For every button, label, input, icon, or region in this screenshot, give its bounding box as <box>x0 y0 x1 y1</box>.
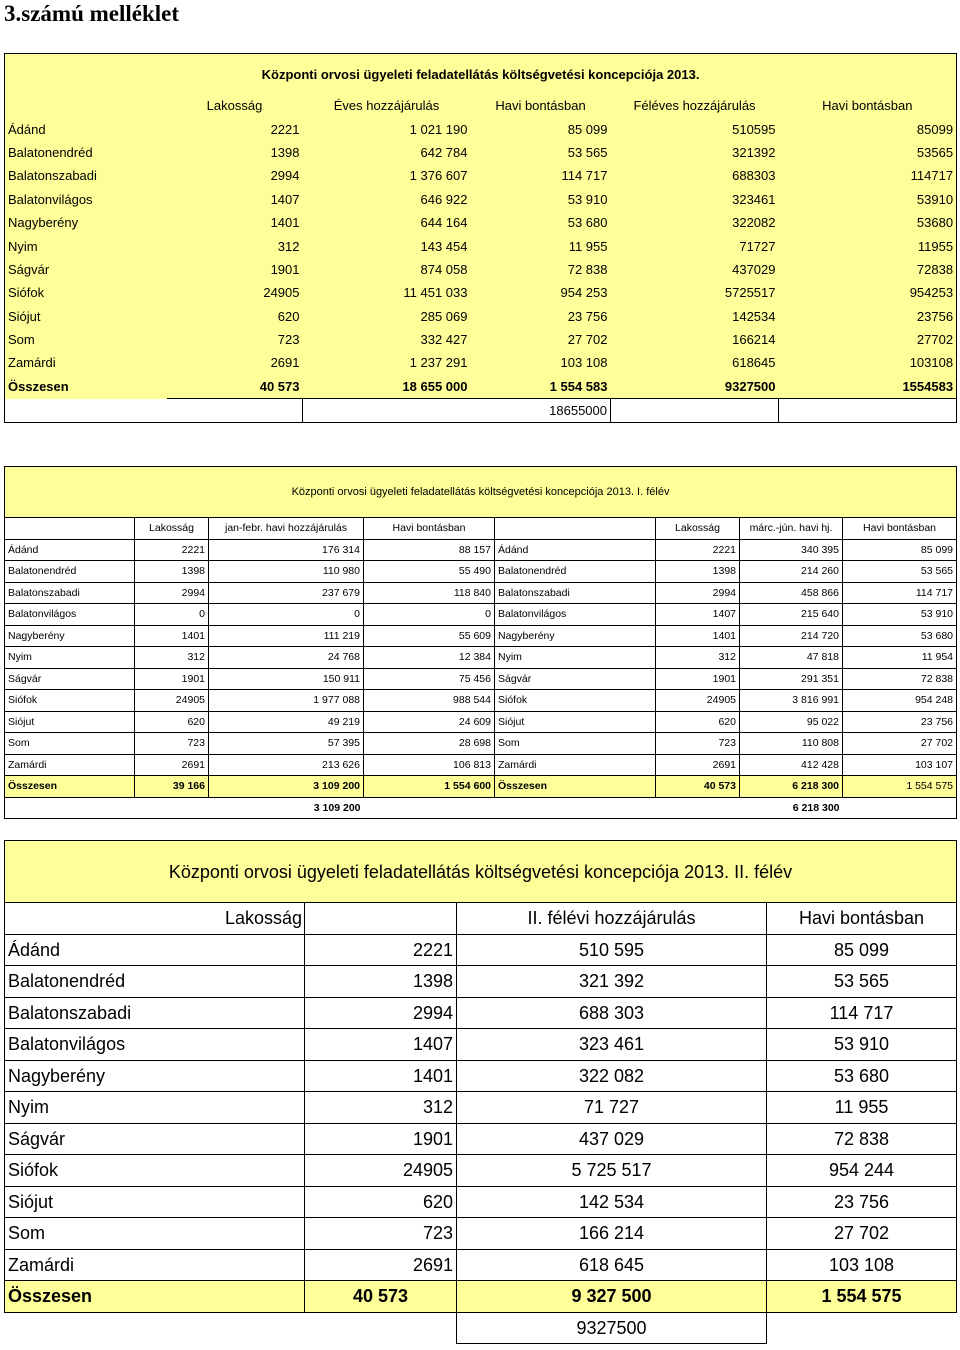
population-cell-2: 24905 <box>656 690 740 712</box>
semiannual-contribution-cell: 5725517 <box>724 285 776 301</box>
semiannual-contribution-cell: 321392 <box>732 144 776 160</box>
total-hozzajarulas: 9 327 500 <box>457 1281 767 1313</box>
header-row <box>5 518 957 540</box>
monthly-cell: 27 702 <box>767 1218 957 1250</box>
footer-hozzajarulas: 9327500 <box>457 1312 767 1344</box>
population-cell-2: 2994 <box>656 582 740 604</box>
col-header-janfeb: jan-febr. havi hozzájárulás <box>209 518 364 540</box>
population-cell: 312 <box>277 238 300 254</box>
monthly-cell-2: 53910 <box>916 191 954 207</box>
table-row <box>5 258 957 281</box>
table-title-row <box>5 467 957 518</box>
table-row <box>5 234 957 257</box>
municipality-name-2: Siójut <box>495 711 656 733</box>
municipality-name: Nagyberény <box>8 215 79 231</box>
footer-row <box>5 399 957 423</box>
municipality-name: Balatonszabadi <box>5 582 135 604</box>
table-row <box>5 281 957 304</box>
municipality-name-2: Som <box>495 733 656 755</box>
table-row <box>5 539 957 561</box>
monthly-cell-2: 11 954 <box>843 647 957 669</box>
monthly-cell: 118 840 <box>364 582 495 604</box>
population-cell: 723 <box>135 733 209 755</box>
col-header-lakossag2: Lakosság <box>656 518 740 540</box>
population-cell: 24905 <box>263 285 300 301</box>
monthly-cell: 106 813 <box>364 754 495 776</box>
total-havi2: 1554583 <box>902 378 954 394</box>
mar-jun-contribution-cell: 214 260 <box>740 561 843 583</box>
col-header-havi: Havi bontásban <box>767 903 957 935</box>
annual-contribution-cell: 644 164 <box>420 215 468 231</box>
jan-feb-contribution-cell: 57 395 <box>209 733 364 755</box>
monthly-cell-2: 72838 <box>916 261 954 277</box>
monthly-cell-2: 114717 <box>910 168 954 184</box>
total-row <box>5 1281 957 1313</box>
table-row <box>5 1123 957 1155</box>
monthly-cell-2: 53 910 <box>843 604 957 626</box>
annual-contribution-cell: 874 058 <box>420 261 468 277</box>
second-half-contribution-cell: 166 214 <box>457 1218 767 1250</box>
population-cell: 2221 <box>270 121 300 137</box>
mar-jun-contribution-cell: 95 022 <box>740 711 843 733</box>
monthly-cell: 114 717 <box>767 997 957 1029</box>
total-eves: 18 655 000 <box>402 378 468 394</box>
monthly-cell-2: 103 107 <box>843 754 957 776</box>
semiannual-contribution-cell: 618645 <box>732 355 776 371</box>
municipality-name: Balatonendréd <box>5 561 135 583</box>
mar-jun-contribution-cell: 291 351 <box>740 668 843 690</box>
footer-janfeb: 3 109 200 <box>209 797 364 819</box>
municipality-name: Zamárdi <box>5 1249 305 1281</box>
total-lakossag: 40 573 <box>259 378 300 394</box>
jan-feb-contribution-cell: 0 <box>209 604 364 626</box>
table-row <box>5 668 957 690</box>
monthly-cell: 12 384 <box>364 647 495 669</box>
municipality-name-2: Ádánd <box>495 539 656 561</box>
monthly-cell-2: 11955 <box>917 238 954 254</box>
population-cell: 620 <box>277 308 300 324</box>
population-cell: 1901 <box>270 261 300 277</box>
population-cell: 2691 <box>305 1249 457 1281</box>
col-header-lakossag: Lakosság <box>135 518 209 540</box>
jan-feb-contribution-cell: 237 679 <box>209 582 364 604</box>
second-half-contribution-cell: 618 645 <box>457 1249 767 1281</box>
jan-feb-contribution-cell: 24 768 <box>209 647 364 669</box>
population-cell: 0 <box>135 604 209 626</box>
monthly-cell-2: 954 248 <box>843 690 957 712</box>
monthly-cell: 103 108 <box>767 1249 957 1281</box>
table-row <box>5 754 957 776</box>
table-row <box>5 328 957 351</box>
total-feleves: 9327500 <box>724 378 776 394</box>
population-cell: 1401 <box>270 215 300 231</box>
municipality-name: Som <box>5 733 135 755</box>
col-header-marcjun: márc.-jún. havi hj. <box>740 518 843 540</box>
municipality-name-2: Ságvár <box>495 668 656 690</box>
table-row <box>5 582 957 604</box>
total-havi: 1 554 600 <box>364 776 495 798</box>
table-row <box>5 188 957 211</box>
footer-marcjun: 6 218 300 <box>740 797 843 819</box>
municipality-name: Balatonszabadi <box>5 997 305 1029</box>
total-marcjun: 6 218 300 <box>740 776 843 798</box>
monthly-cell-2: 954253 <box>909 285 954 301</box>
semiannual-contribution-cell: 322082 <box>732 215 776 231</box>
table-row <box>5 690 957 712</box>
total-row <box>5 375 957 399</box>
monthly-cell-2: 53 565 <box>843 561 957 583</box>
monthly-cell: 23 756 <box>767 1186 957 1218</box>
monthly-cell: 954 253 <box>560 285 608 301</box>
municipality-name: Som <box>8 332 35 348</box>
population-cell-2: 1407 <box>656 604 740 626</box>
municipality-name: Nagyberény <box>5 625 135 647</box>
total-havi: 1 554 575 <box>767 1281 957 1313</box>
table-title-row <box>5 841 957 903</box>
second-half-contribution-cell: 142 534 <box>457 1186 767 1218</box>
total-row <box>5 776 957 798</box>
monthly-cell: 23 756 <box>567 308 608 324</box>
monthly-cell: 88 157 <box>364 539 495 561</box>
table-row <box>5 164 957 187</box>
annual-contribution-cell: 642 784 <box>420 144 468 160</box>
col-header-lakossag: Lakosság <box>5 903 305 935</box>
municipality-name: Balatonszabadi <box>8 168 97 184</box>
col-header-feleves: Féléves hozzájárulás <box>633 98 756 114</box>
population-cell-2: 1398 <box>656 561 740 583</box>
semiannual-contribution-cell: 323461 <box>732 191 776 207</box>
mar-jun-contribution-cell: 110 808 <box>740 733 843 755</box>
second-half-contribution-cell: 437 029 <box>457 1123 767 1155</box>
population-cell: 24905 <box>305 1155 457 1187</box>
municipality-name: Ádánd <box>5 934 305 966</box>
population-cell: 312 <box>135 647 209 669</box>
monthly-cell: 988 544 <box>364 690 495 712</box>
total-janfeb: 3 109 200 <box>209 776 364 798</box>
municipality-name: Som <box>5 1218 305 1250</box>
population-cell: 1401 <box>305 1060 457 1092</box>
municipality-name: Zamárdi <box>5 754 135 776</box>
municipality-name: Siófok <box>8 285 45 301</box>
table-title: Központi orvosi ügyeleti feladatellátás költségvetési koncepciója 2013. I. félév <box>5 467 957 518</box>
table-row <box>5 934 957 966</box>
monthly-cell-2: 53 680 <box>843 625 957 647</box>
municipality-name: Nagyberény <box>5 1060 305 1092</box>
second-half-contribution-cell: 323 461 <box>457 1029 767 1061</box>
monthly-cell-2: 85 099 <box>843 539 957 561</box>
second-half-contribution-cell: 71 727 <box>457 1092 767 1124</box>
total-label: Összesen <box>5 1281 305 1313</box>
table-row <box>5 647 957 669</box>
population-cell: 1901 <box>135 668 209 690</box>
monthly-cell: 72 838 <box>567 261 608 277</box>
col-header-havi2: Havi bontásban <box>843 518 957 540</box>
population-cell-2: 2221 <box>656 539 740 561</box>
municipality-name: Balatonvilágos <box>8 191 93 207</box>
annual-contribution-cell: 11 451 033 <box>403 285 468 301</box>
table-row <box>5 1029 957 1061</box>
annual-contribution-cell: 1 237 291 <box>409 355 468 371</box>
semiannual-contribution-cell: 166214 <box>732 332 776 348</box>
monthly-cell: 53 910 <box>767 1029 957 1061</box>
monthly-cell: 11 955 <box>568 238 608 254</box>
semiannual-contribution-cell: 688303 <box>732 168 776 184</box>
mar-jun-contribution-cell: 340 395 <box>740 539 843 561</box>
monthly-cell: 55 490 <box>364 561 495 583</box>
total-lakossag: 39 166 <box>135 776 209 798</box>
second-half-table <box>4 840 957 1344</box>
total-label: Összesen <box>8 379 69 395</box>
population-cell: 723 <box>305 1218 457 1250</box>
table-row <box>5 351 957 374</box>
footer-eves: 18655000 <box>471 399 611 423</box>
municipality-name: Siójut <box>5 1186 305 1218</box>
municipality-name: Nyim <box>8 238 38 254</box>
municipality-name: Ádánd <box>5 539 135 561</box>
population-cell: 1401 <box>135 625 209 647</box>
monthly-cell-2: 27 702 <box>843 733 957 755</box>
annual-contribution-cell: 332 427 <box>420 332 468 348</box>
second-half-contribution-cell: 5 725 517 <box>457 1155 767 1187</box>
table-row <box>5 561 957 583</box>
monthly-cell: 53 565 <box>567 144 608 160</box>
table-row <box>5 1186 957 1218</box>
total-label2: Összesen <box>495 776 656 798</box>
municipality-name-2: Nagyberény <box>495 625 656 647</box>
population-cell: 312 <box>305 1092 457 1124</box>
footer-row <box>5 1312 957 1344</box>
total-lakossag: 40 573 <box>305 1281 457 1313</box>
second-half-contribution-cell: 321 392 <box>457 966 767 998</box>
table-row <box>5 733 957 755</box>
municipality-name-2: Balatonszabadi <box>495 582 656 604</box>
mar-jun-contribution-cell: 214 720 <box>740 625 843 647</box>
table-row <box>5 141 957 164</box>
municipality-name: Balatonendréd <box>8 144 93 160</box>
population-cell: 723 <box>277 332 300 348</box>
monthly-cell: 75 456 <box>364 668 495 690</box>
municipality-name-2: Balatonendréd <box>495 561 656 583</box>
monthly-cell: 27 702 <box>567 332 608 348</box>
monthly-cell: 53 910 <box>567 191 608 207</box>
table-row <box>5 625 957 647</box>
population-cell-2: 723 <box>656 733 740 755</box>
population-cell: 2221 <box>305 934 457 966</box>
table-row <box>5 1218 957 1250</box>
population-cell: 2221 <box>135 539 209 561</box>
municipality-name: Ságvár <box>5 668 135 690</box>
jan-feb-contribution-cell: 213 626 <box>209 754 364 776</box>
monthly-cell: 72 838 <box>767 1123 957 1155</box>
jan-feb-contribution-cell: 176 314 <box>209 539 364 561</box>
population-cell: 620 <box>305 1186 457 1218</box>
mar-jun-contribution-cell: 458 866 <box>740 582 843 604</box>
population-cell-2: 1401 <box>656 625 740 647</box>
monthly-cell: 53 680 <box>567 215 608 231</box>
monthly-cell: 28 698 <box>364 733 495 755</box>
municipality-name: Nyim <box>5 647 135 669</box>
population-cell: 1901 <box>305 1123 457 1155</box>
monthly-cell-2: 114 717 <box>843 582 957 604</box>
monthly-cell-2: 72 838 <box>843 668 957 690</box>
monthly-cell: 11 955 <box>767 1092 957 1124</box>
annual-contribution-cell: 646 922 <box>420 191 468 207</box>
semiannual-contribution-cell: 437029 <box>732 261 776 277</box>
monthly-cell: 53 680 <box>767 1060 957 1092</box>
monthly-cell: 53 565 <box>767 966 957 998</box>
jan-feb-contribution-cell: 111 219 <box>209 625 364 647</box>
municipality-name: Balatonvilágos <box>5 604 135 626</box>
monthly-cell: 55 609 <box>364 625 495 647</box>
monthly-cell-2: 103108 <box>909 355 954 371</box>
table-row <box>5 117 957 140</box>
page-heading: 3.számú melléklet <box>4 1 180 26</box>
mar-jun-contribution-cell: 3 816 991 <box>740 690 843 712</box>
col-header-hozzajarulas: II. félévi hozzájárulás <box>457 903 767 935</box>
col-header-havi: Havi bontásban <box>364 518 495 540</box>
municipality-name: Siófok <box>5 1155 305 1187</box>
monthly-cell: 103 108 <box>560 355 608 371</box>
table-row <box>5 997 957 1029</box>
mar-jun-contribution-cell: 412 428 <box>740 754 843 776</box>
annual-contribution-cell: 285 069 <box>420 308 468 324</box>
table-row <box>5 1155 957 1187</box>
annual-contribution-cell: 1 376 607 <box>409 168 468 184</box>
total-havi: 1 554 583 <box>549 378 608 394</box>
jan-feb-contribution-cell: 150 911 <box>209 668 364 690</box>
monthly-cell: 954 244 <box>767 1155 957 1187</box>
municipality-name: Balatonendréd <box>5 966 305 998</box>
monthly-cell-2: 27702 <box>916 332 954 348</box>
municipality-name: Ságvár <box>5 1123 305 1155</box>
population-cell: 2691 <box>270 355 300 371</box>
table-title-row <box>5 54 957 95</box>
municipality-name-2: Balatonvilágos <box>495 604 656 626</box>
municipality-name: Nyim <box>5 1092 305 1124</box>
second-half-contribution-cell: 510 595 <box>457 934 767 966</box>
total-label: Összesen <box>5 776 135 798</box>
semiannual-contribution-cell: 71727 <box>739 238 776 254</box>
second-half-contribution-cell: 322 082 <box>457 1060 767 1092</box>
monthly-cell: 85 099 <box>767 934 957 966</box>
population-cell-2: 1901 <box>656 668 740 690</box>
table-row <box>5 966 957 998</box>
table-row <box>5 1092 957 1124</box>
municipality-name-2: Zamárdi <box>495 754 656 776</box>
table-row <box>5 711 957 733</box>
mar-jun-contribution-cell: 47 818 <box>740 647 843 669</box>
population-cell: 620 <box>135 711 209 733</box>
population-cell: 1398 <box>305 966 457 998</box>
municipality-name-2: Siófok <box>495 690 656 712</box>
population-cell: 1407 <box>305 1029 457 1061</box>
monthly-cell-2: 53680 <box>916 215 954 231</box>
table-row <box>5 604 957 626</box>
population-cell: 1407 <box>270 191 300 207</box>
municipality-name: Balatonvilágos <box>5 1029 305 1061</box>
col-header-lakossag: Lakosság <box>206 98 263 114</box>
total-havi2: 1 554 575 <box>843 776 957 798</box>
jan-feb-contribution-cell: 49 219 <box>209 711 364 733</box>
monthly-cell: 0 <box>364 604 495 626</box>
header-row <box>5 94 957 117</box>
population-cell: 1398 <box>270 144 300 160</box>
annual-contribution-cell: 1 021 190 <box>409 121 468 137</box>
jan-feb-contribution-cell: 110 980 <box>209 561 364 583</box>
mar-jun-contribution-cell: 215 640 <box>740 604 843 626</box>
monthly-cell: 114 717 <box>561 168 608 184</box>
first-half-table <box>4 466 957 819</box>
col-header-eves: Éves hozzájárulás <box>333 98 440 114</box>
table-title: Központi orvosi ügyeleti feladatellátás költségvetési koncepciója 2013. <box>261 66 700 82</box>
population-cell: 2994 <box>135 582 209 604</box>
municipality-name-2: Nyim <box>495 647 656 669</box>
municipality-name: Zamárdi <box>8 355 56 371</box>
municipality-name: Ádánd <box>8 121 46 137</box>
monthly-cell-2: 85099 <box>916 121 954 137</box>
population-cell-2: 312 <box>656 647 740 669</box>
table-row <box>5 305 957 328</box>
population-cell-2: 620 <box>656 711 740 733</box>
monthly-cell-2: 23756 <box>916 308 954 324</box>
monthly-cell-2: 53565 <box>916 144 954 160</box>
monthly-cell: 85 099 <box>567 121 608 137</box>
monthly-cell: 24 609 <box>364 711 495 733</box>
municipality-name: Siófok <box>5 690 135 712</box>
municipality-name: Ságvár <box>8 261 50 277</box>
table-row <box>5 1249 957 1281</box>
population-cell: 2691 <box>135 754 209 776</box>
jan-feb-contribution-cell: 1 977 088 <box>209 690 364 712</box>
annual-budget-table <box>4 53 957 423</box>
semiannual-contribution-cell: 142534 <box>732 308 776 324</box>
population-cell: 2994 <box>305 997 457 1029</box>
population-cell: 1398 <box>135 561 209 583</box>
header-row <box>5 903 957 935</box>
population-cell-2: 2691 <box>656 754 740 776</box>
annual-contribution-cell: 143 454 <box>420 238 468 254</box>
col-header-havi: Havi bontásban <box>495 98 586 114</box>
population-cell: 2994 <box>270 168 300 184</box>
col-header-havi2: Havi bontásban <box>822 98 913 114</box>
second-half-contribution-cell: 688 303 <box>457 997 767 1029</box>
municipality-name: Siójut <box>8 308 41 324</box>
monthly-cell-2: 23 756 <box>843 711 957 733</box>
footer-row <box>5 797 957 819</box>
table-row <box>5 1060 957 1092</box>
total-lakossag2: 40 573 <box>656 776 740 798</box>
table-title: Központi orvosi ügyeleti feladatellátás költségvetési koncepciója 2013. II. félév <box>5 841 957 903</box>
population-cell: 24905 <box>135 690 209 712</box>
semiannual-contribution-cell: 510595 <box>732 121 776 137</box>
municipality-name: Siójut <box>5 711 135 733</box>
table-row <box>5 211 957 234</box>
